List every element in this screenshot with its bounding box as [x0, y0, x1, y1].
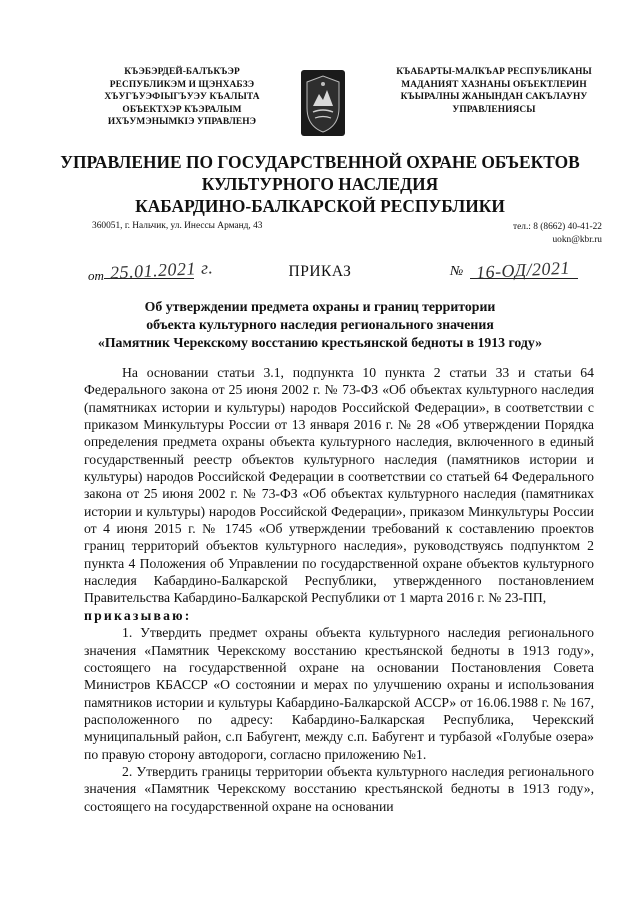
coat-of-arms-icon: [295, 68, 351, 140]
header-right-block: [388, 66, 600, 116]
number-prefix: №: [450, 264, 464, 279]
subject-line: объекта культурного наследия регионального значения: [146, 317, 494, 332]
header-right-line: КЪАБАРТЫ-МАЛКЪАР РЕСПУБЛИКАНЫ: [396, 67, 592, 77]
order-body: [84, 364, 594, 815]
date-prefix: от: [88, 268, 104, 283]
item-2-paragraph: 2. Утвердить границы территории объекта культурного наследия регионального значения «Памятник Черекскому восстанию крестьянской бедноты в 1913 году», состоящего на государственной охране на основании: [84, 763, 594, 814]
header-left-line: ХЪУГЪУЭФІЫГЪУЭУ КЪАЛЫТА: [104, 92, 260, 103]
header-left-line: ОБЪЕКТХЭР КЪЭРАЛЫМ: [122, 104, 242, 115]
handwritten-number: 16-ОД/2021: [475, 257, 571, 283]
phone: тел.: 8 (8662) 40-41-22: [513, 222, 602, 232]
header-right-line: КЪЫРАЛНЫ ЖАНЫНДАН САКЪЛАУНУ: [400, 92, 588, 103]
intro-paragraph: На основании статьи 3.1, подпункта 10 пункта 2 статьи 33 и статьи 64 Федерального закона от 25 июня 2002 г. № 73-ФЗ «Об объектах культурного наследия (памятниках истории и культуры) народов Российской Федерации», в соответствии с приказом Минкультуры России от 13 января 2016 г. № 28 «Об утверждении Порядка определения предмета охраны объекта культурного наследия, включенного в единый государственный реестр объектов культурного наследия (памятников истории и культуры) народов Российской Федерации в соответствии со статьей 64 Федерального закона от 25 июня 2002 г. № 73-ФЗ «Об объектах культурного наследия (памятниках истории и культуры) народов Российской Федерации», приказом Минкультуры России от 4 июня 2015 г. № 1745 «Об утверждении требований к составлению проектов границ территорий объектов культурного наследия», руководствуясь подпунктом 2 пункта 4 Положения об Управлении по государственной охране объектов культурного наследия Кабардино-Балкарской Республики, утвержденного постановлением Правительства Кабардино-Балкарской Республики от 1 марта 2016 г. № 23-ПП,: [84, 365, 594, 606]
email: uokn@kbr.ru: [552, 234, 602, 245]
organization-title: [60, 151, 580, 217]
header-left-line: КЪЭБЭРДЕЙ-БАЛЪКЪЭР: [124, 67, 240, 77]
org-title-line: КАБАРДИНО-БАЛКАРСКОЙ РЕСПУБЛИКИ: [135, 196, 505, 216]
header-left-line: РЕСПУБЛИКЭМ И ЩЭНХАБЗЭ: [109, 79, 255, 90]
subject-line: «Памятник Черекскому восстанию крестьянской бедноты в 1913 году»: [97, 335, 543, 350]
subject-line: Об утверждении предмета охраны и границ территории: [144, 299, 496, 314]
order-subject: [60, 298, 580, 352]
order-line: [0, 257, 640, 284]
item-1-paragraph: 1. Утвердить предмет охраны объекта культурного наследия регионального значения «Памятник Черекскому восстанию крестьянской бедноты в 1913 году», состоящего на государственной охране на основании Постановления Совета Министров КБАССР «О состоянии и мерах по улучшению охраны и использования памятников истории и культуры Кабардино-Балкарской АССР» от 16.06.1988 г. № 167, расположенного по адресу: Кабардино-Балкарская Республика, Черекский муниципальный район, с.п Бабугент, между с.п. Бабугент и турбазой «Голубые озера» по правую сторону автодороги, согласно приложению №1.: [84, 625, 594, 762]
order-title: ПРИКАЗ: [288, 263, 352, 280]
header-right-line: МАДАНИЯТ ХАЗНАНЫ ОБЪЕКТЛЕРИН: [401, 79, 587, 90]
contacts: [513, 221, 602, 246]
prikazyvayu-heading: приказываю:: [84, 607, 192, 623]
org-title-line: КУЛЬТУРНОГО НАСЛЕДИЯ: [201, 174, 439, 194]
header-left-line: ИХЪУМЭНЫМКІЭ УПРАВЛЕНЭ: [107, 117, 257, 128]
handwritten-date: 25.01.2021 г.: [109, 257, 214, 283]
address: 360051, г. Нальчик, ул. Инессы Арманд, 43: [92, 221, 263, 231]
org-title-line: УПРАВЛЕНИЕ ПО ГОСУДАРСТВЕННОЙ ОХРАНЕ ОБЪЕКТОВ: [60, 152, 580, 172]
header-right-line: УПРАВЛЕНИЯСЫ: [452, 104, 536, 115]
header-left-block: [84, 66, 280, 129]
